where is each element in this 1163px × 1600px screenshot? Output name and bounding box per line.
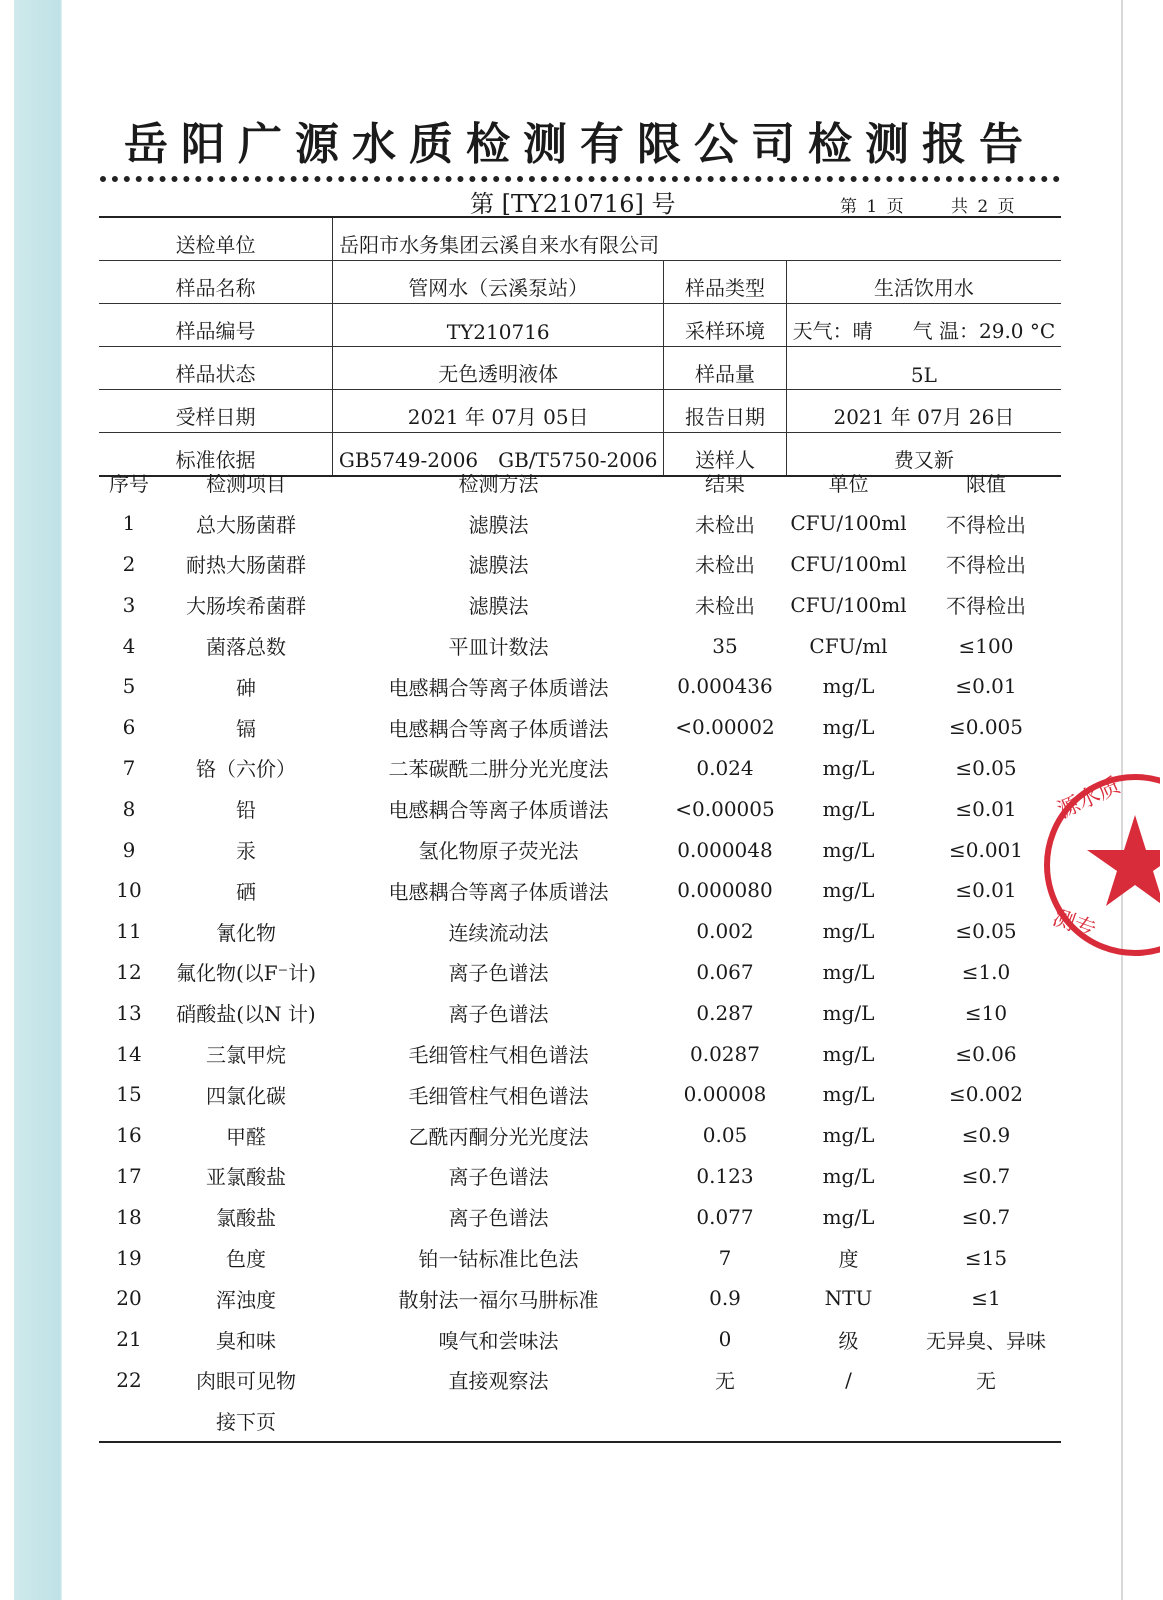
row-no: 3: [122, 592, 136, 617]
row-unit: mg/L: [822, 878, 875, 903]
seal-graphic: [1040, 770, 1160, 960]
row-unit: mg/L: [822, 1082, 875, 1107]
row-result: 0: [718, 1327, 732, 1352]
result-row: [99, 707, 1061, 748]
result-row: [99, 666, 1061, 707]
row-method: 嗅气和尝味法: [438, 1328, 559, 1353]
row-no: 14: [116, 1041, 142, 1066]
env-label: 采样环境: [664, 304, 787, 347]
row-no: 12: [116, 959, 142, 984]
qty-value: 5L: [786, 347, 1061, 390]
row-method: 滤膜法: [468, 594, 529, 619]
results-header-row: [99, 462, 1061, 503]
row-no: 11: [116, 919, 142, 944]
row-no: 9: [122, 837, 136, 862]
row-no: 18: [116, 1204, 142, 1229]
header-result: 结果: [705, 471, 745, 496]
result-row: [99, 1360, 1061, 1401]
row-result: 0.000048: [677, 837, 773, 862]
results-table: [99, 462, 1061, 1443]
row-result: 未检出: [695, 594, 755, 619]
row-unit: mg/L: [822, 796, 875, 821]
page-info: [840, 192, 1025, 217]
row-limit: ≤15: [964, 1245, 1008, 1270]
row-method: 离子色谱法: [448, 1002, 549, 1027]
row-method: 毛细管柱气相色谱法: [408, 1043, 589, 1068]
row-unit: mg/L: [822, 837, 875, 862]
row-limit: ≤0.7: [961, 1163, 1011, 1188]
row-result: <0.00005: [675, 796, 775, 821]
row-unit: mg/L: [822, 919, 875, 944]
continued-note: 接下页: [159, 1400, 333, 1442]
row-method: 平皿计数法: [448, 635, 549, 660]
svg-text:测专: 测专: [1049, 905, 1100, 944]
row-item: 氟化物(以F⁻计): [175, 961, 317, 986]
seal-stamp: [1040, 770, 1160, 960]
row-limit: ≤0.06: [955, 1041, 1017, 1066]
scan-edge-left: [0, 0, 62, 1600]
row-item: 氯酸盐: [216, 1206, 276, 1231]
info-row-state: [99, 347, 1061, 390]
row-item: 铬（六价）: [196, 757, 296, 782]
row-unit: mg/L: [822, 755, 875, 780]
row-unit: mg/L: [822, 1000, 875, 1025]
result-row: [99, 1319, 1061, 1360]
sample-name-label: 样品名称: [99, 261, 333, 304]
client-value: 岳阳市水务集团云溪自来水有限公司: [333, 217, 1061, 261]
row-no: 15: [116, 1082, 142, 1107]
row-limit: ≤10: [964, 1000, 1008, 1025]
row-method: 滤膜法: [468, 512, 529, 537]
row-method: 连续流动法: [448, 920, 549, 945]
row-unit: /: [845, 1367, 852, 1392]
row-no: 4: [122, 633, 136, 658]
row-limit: 无: [976, 1369, 996, 1394]
row-result: 0.00008: [683, 1082, 767, 1107]
row-result: 0.9: [709, 1286, 741, 1311]
row-item: 大肠埃希菌群: [186, 594, 306, 619]
sample-info-table: [99, 216, 1061, 477]
row-limit: 不得检出: [946, 594, 1026, 619]
row-method: 离子色谱法: [448, 1165, 549, 1190]
row-no: 7: [122, 755, 136, 780]
results-body: [99, 503, 1061, 1401]
row-item: 砷: [236, 675, 256, 700]
header-limit: 限值: [966, 471, 1006, 496]
row-item: 肉眼可见物: [196, 1369, 296, 1394]
state-value: 无色透明液体: [333, 347, 664, 390]
row-unit: CFU/100ml: [790, 511, 907, 536]
row-limit: ≤0.05: [955, 919, 1017, 944]
state-label: 样品状态: [99, 347, 333, 390]
info-row-dates: [99, 390, 1061, 433]
row-result: 无: [715, 1369, 735, 1394]
row-unit: mg/L: [822, 1204, 875, 1229]
row-limit: ≤100: [958, 633, 1014, 658]
row-unit: mg/L: [822, 715, 875, 740]
row-item: 镉: [236, 716, 256, 741]
row-limit: ≤1.0: [961, 959, 1011, 984]
row-result: 35: [712, 633, 738, 658]
row-unit: mg/L: [822, 1163, 875, 1188]
result-row: [99, 1196, 1061, 1237]
qty-label: 样品量: [664, 347, 787, 390]
row-item: 硝酸盐(以N 计): [176, 1002, 316, 1027]
row-limit: ≤0.01: [955, 796, 1017, 821]
row-result: 0.067: [696, 959, 754, 984]
result-row: [99, 829, 1061, 870]
client-label: 送检单位: [99, 217, 333, 261]
row-no: 10: [116, 878, 142, 903]
sample-type-label: 样品类型: [664, 261, 787, 304]
row-item: 汞: [236, 839, 256, 864]
row-method: 氢化物原子荧光法: [418, 839, 579, 864]
row-limit: ≤0.01: [955, 878, 1017, 903]
report-title: 岳阳广源水质检测有限公司检测报告: [124, 119, 1036, 170]
row-item: 色度: [226, 1247, 266, 1272]
recv-date-value: 2021 年 07月 05日: [333, 390, 664, 433]
result-row: [99, 1278, 1061, 1319]
row-method: 毛细管柱气相色谱法: [408, 1083, 589, 1108]
report-date-label: 报告日期: [664, 390, 787, 433]
row-unit: mg/L: [822, 674, 875, 699]
row-item: 硒: [236, 879, 256, 904]
result-row: [99, 870, 1061, 911]
row-method: 直接观察法: [448, 1369, 549, 1394]
row-item: 甲醛: [226, 1124, 266, 1149]
page-current: 第 1 页: [840, 197, 906, 217]
env-value: 天气：晴 气 温：29.0 °C: [786, 304, 1061, 347]
row-limit: ≤0.05: [955, 755, 1017, 780]
row-unit: CFU/ml: [809, 633, 888, 658]
row-unit: mg/L: [822, 1041, 875, 1066]
row-item: 三氯甲烷: [206, 1043, 286, 1068]
standard-value: GB5749-2006 GB/T5750-2006: [333, 433, 664, 477]
row-no: 22: [116, 1367, 142, 1392]
info-row-number: [99, 304, 1061, 347]
row-result: 0.002: [696, 919, 754, 944]
row-unit: mg/L: [822, 1123, 875, 1148]
result-row: [99, 748, 1061, 789]
result-row: [99, 1237, 1061, 1278]
result-row: [99, 1156, 1061, 1197]
results-footer-row: [99, 1400, 1061, 1442]
result-row: [99, 952, 1061, 993]
row-no: 6: [122, 715, 136, 740]
report-date-value: 2021 年 07月 26日: [786, 390, 1061, 433]
row-result: 未检出: [695, 553, 755, 578]
result-row: [99, 1033, 1061, 1074]
row-limit: ≤0.01: [955, 674, 1017, 699]
row-result: 0.05: [702, 1123, 748, 1148]
sample-name-value: 管网水（云溪泵站）: [333, 261, 664, 304]
row-result: 7: [718, 1245, 732, 1270]
row-limit: ≤0.001: [948, 837, 1023, 862]
row-method: 电感耦合等离子体质谱法: [388, 879, 609, 904]
row-limit: ≤0.005: [948, 715, 1023, 740]
row-no: 13: [116, 1000, 142, 1025]
sample-no-value: TY210716: [333, 304, 664, 347]
row-method: 二苯碳酰二肼分光光度法: [388, 757, 609, 782]
row-result: 0.0287: [690, 1041, 760, 1066]
row-result: 0.024: [696, 755, 754, 780]
info-row-name: [99, 261, 1061, 304]
row-item: 浑浊度: [216, 1287, 276, 1312]
sender-label: 送样人: [664, 433, 787, 477]
page-total: 共 2 页: [951, 197, 1017, 217]
row-unit: NTU: [824, 1286, 873, 1311]
result-row: [99, 544, 1061, 585]
row-no: 8: [122, 796, 136, 821]
result-row: [99, 584, 1061, 625]
result-row: [99, 1115, 1061, 1156]
result-row: [99, 911, 1061, 952]
result-row: [99, 503, 1061, 544]
row-result: 0.123: [696, 1163, 754, 1188]
row-method: 离子色谱法: [448, 1206, 549, 1231]
row-result: 0.000080: [677, 878, 773, 903]
result-row: [99, 788, 1061, 829]
row-result: 0.000436: [677, 674, 773, 699]
recv-date-label: 受样日期: [99, 390, 333, 433]
row-result: 0.077: [696, 1204, 754, 1229]
row-method: 离子色谱法: [448, 961, 549, 986]
row-method: 电感耦合等离子体质谱法: [388, 798, 609, 823]
row-no: 1: [122, 511, 136, 536]
row-no: 5: [122, 674, 136, 699]
row-no: 21: [116, 1327, 142, 1352]
info-row-client: [99, 217, 1061, 261]
row-no: 20: [116, 1286, 142, 1311]
row-result: 0.287: [696, 1000, 754, 1025]
row-unit: CFU/100ml: [790, 592, 907, 617]
result-row: [99, 1074, 1061, 1115]
row-method: 散射法一福尔马肼标准: [398, 1287, 599, 1312]
header-no: 序号: [109, 471, 149, 496]
row-item: 氰化物: [216, 920, 276, 945]
row-method: 铂一钴标准比色法: [418, 1247, 579, 1272]
row-result: <0.00002: [675, 715, 775, 740]
row-no: 19: [116, 1245, 142, 1270]
row-no: 16: [116, 1123, 142, 1148]
row-result: 未检出: [695, 512, 755, 537]
header-item: 检测项目: [206, 471, 286, 496]
row-no: 17: [116, 1163, 142, 1188]
title-divider: [100, 176, 1060, 182]
row-limit: 不得检出: [946, 553, 1026, 578]
row-method: 乙酰丙酮分光光度法: [408, 1124, 589, 1149]
row-limit: ≤0.9: [961, 1123, 1011, 1148]
row-limit: ≤0.7: [961, 1204, 1011, 1229]
sample-type-value: 生活饮用水: [786, 261, 1061, 304]
row-method: 滤膜法: [468, 553, 529, 578]
row-item: 臭和味: [216, 1328, 276, 1353]
row-limit: ≤0.002: [948, 1082, 1023, 1107]
row-item: 亚氯酸盐: [206, 1165, 286, 1190]
row-item: 耐热大肠菌群: [186, 553, 306, 578]
sample-no-label: 样品编号: [99, 304, 333, 347]
row-limit: ≤1: [971, 1286, 1001, 1311]
row-no: 2: [122, 551, 136, 576]
header-unit: 单位: [828, 471, 869, 496]
row-limit: 不得检出: [946, 512, 1026, 537]
row-unit: 级: [838, 1328, 859, 1353]
row-unit: CFU/100ml: [790, 551, 907, 576]
result-row: [99, 992, 1061, 1033]
sender-value: 费又新: [786, 433, 1061, 477]
row-item: 四氯化碳: [206, 1083, 286, 1108]
report-number: 第 [TY210716] 号: [470, 190, 676, 218]
row-item: 铅: [236, 798, 256, 823]
standard-label: 标准依据: [99, 433, 333, 477]
row-item: 菌落总数: [206, 635, 286, 660]
header-method: 检测方法: [458, 471, 539, 496]
row-limit: 无异臭、异味: [926, 1328, 1046, 1353]
row-unit: 度: [838, 1247, 859, 1272]
row-method: 电感耦合等离子体质谱法: [388, 716, 609, 741]
result-row: [99, 625, 1061, 666]
svg-text:源水质: 源水质: [1053, 773, 1125, 824]
row-item: 总大肠菌群: [196, 512, 296, 537]
row-unit: mg/L: [822, 959, 875, 984]
row-method: 电感耦合等离子体质谱法: [388, 675, 609, 700]
